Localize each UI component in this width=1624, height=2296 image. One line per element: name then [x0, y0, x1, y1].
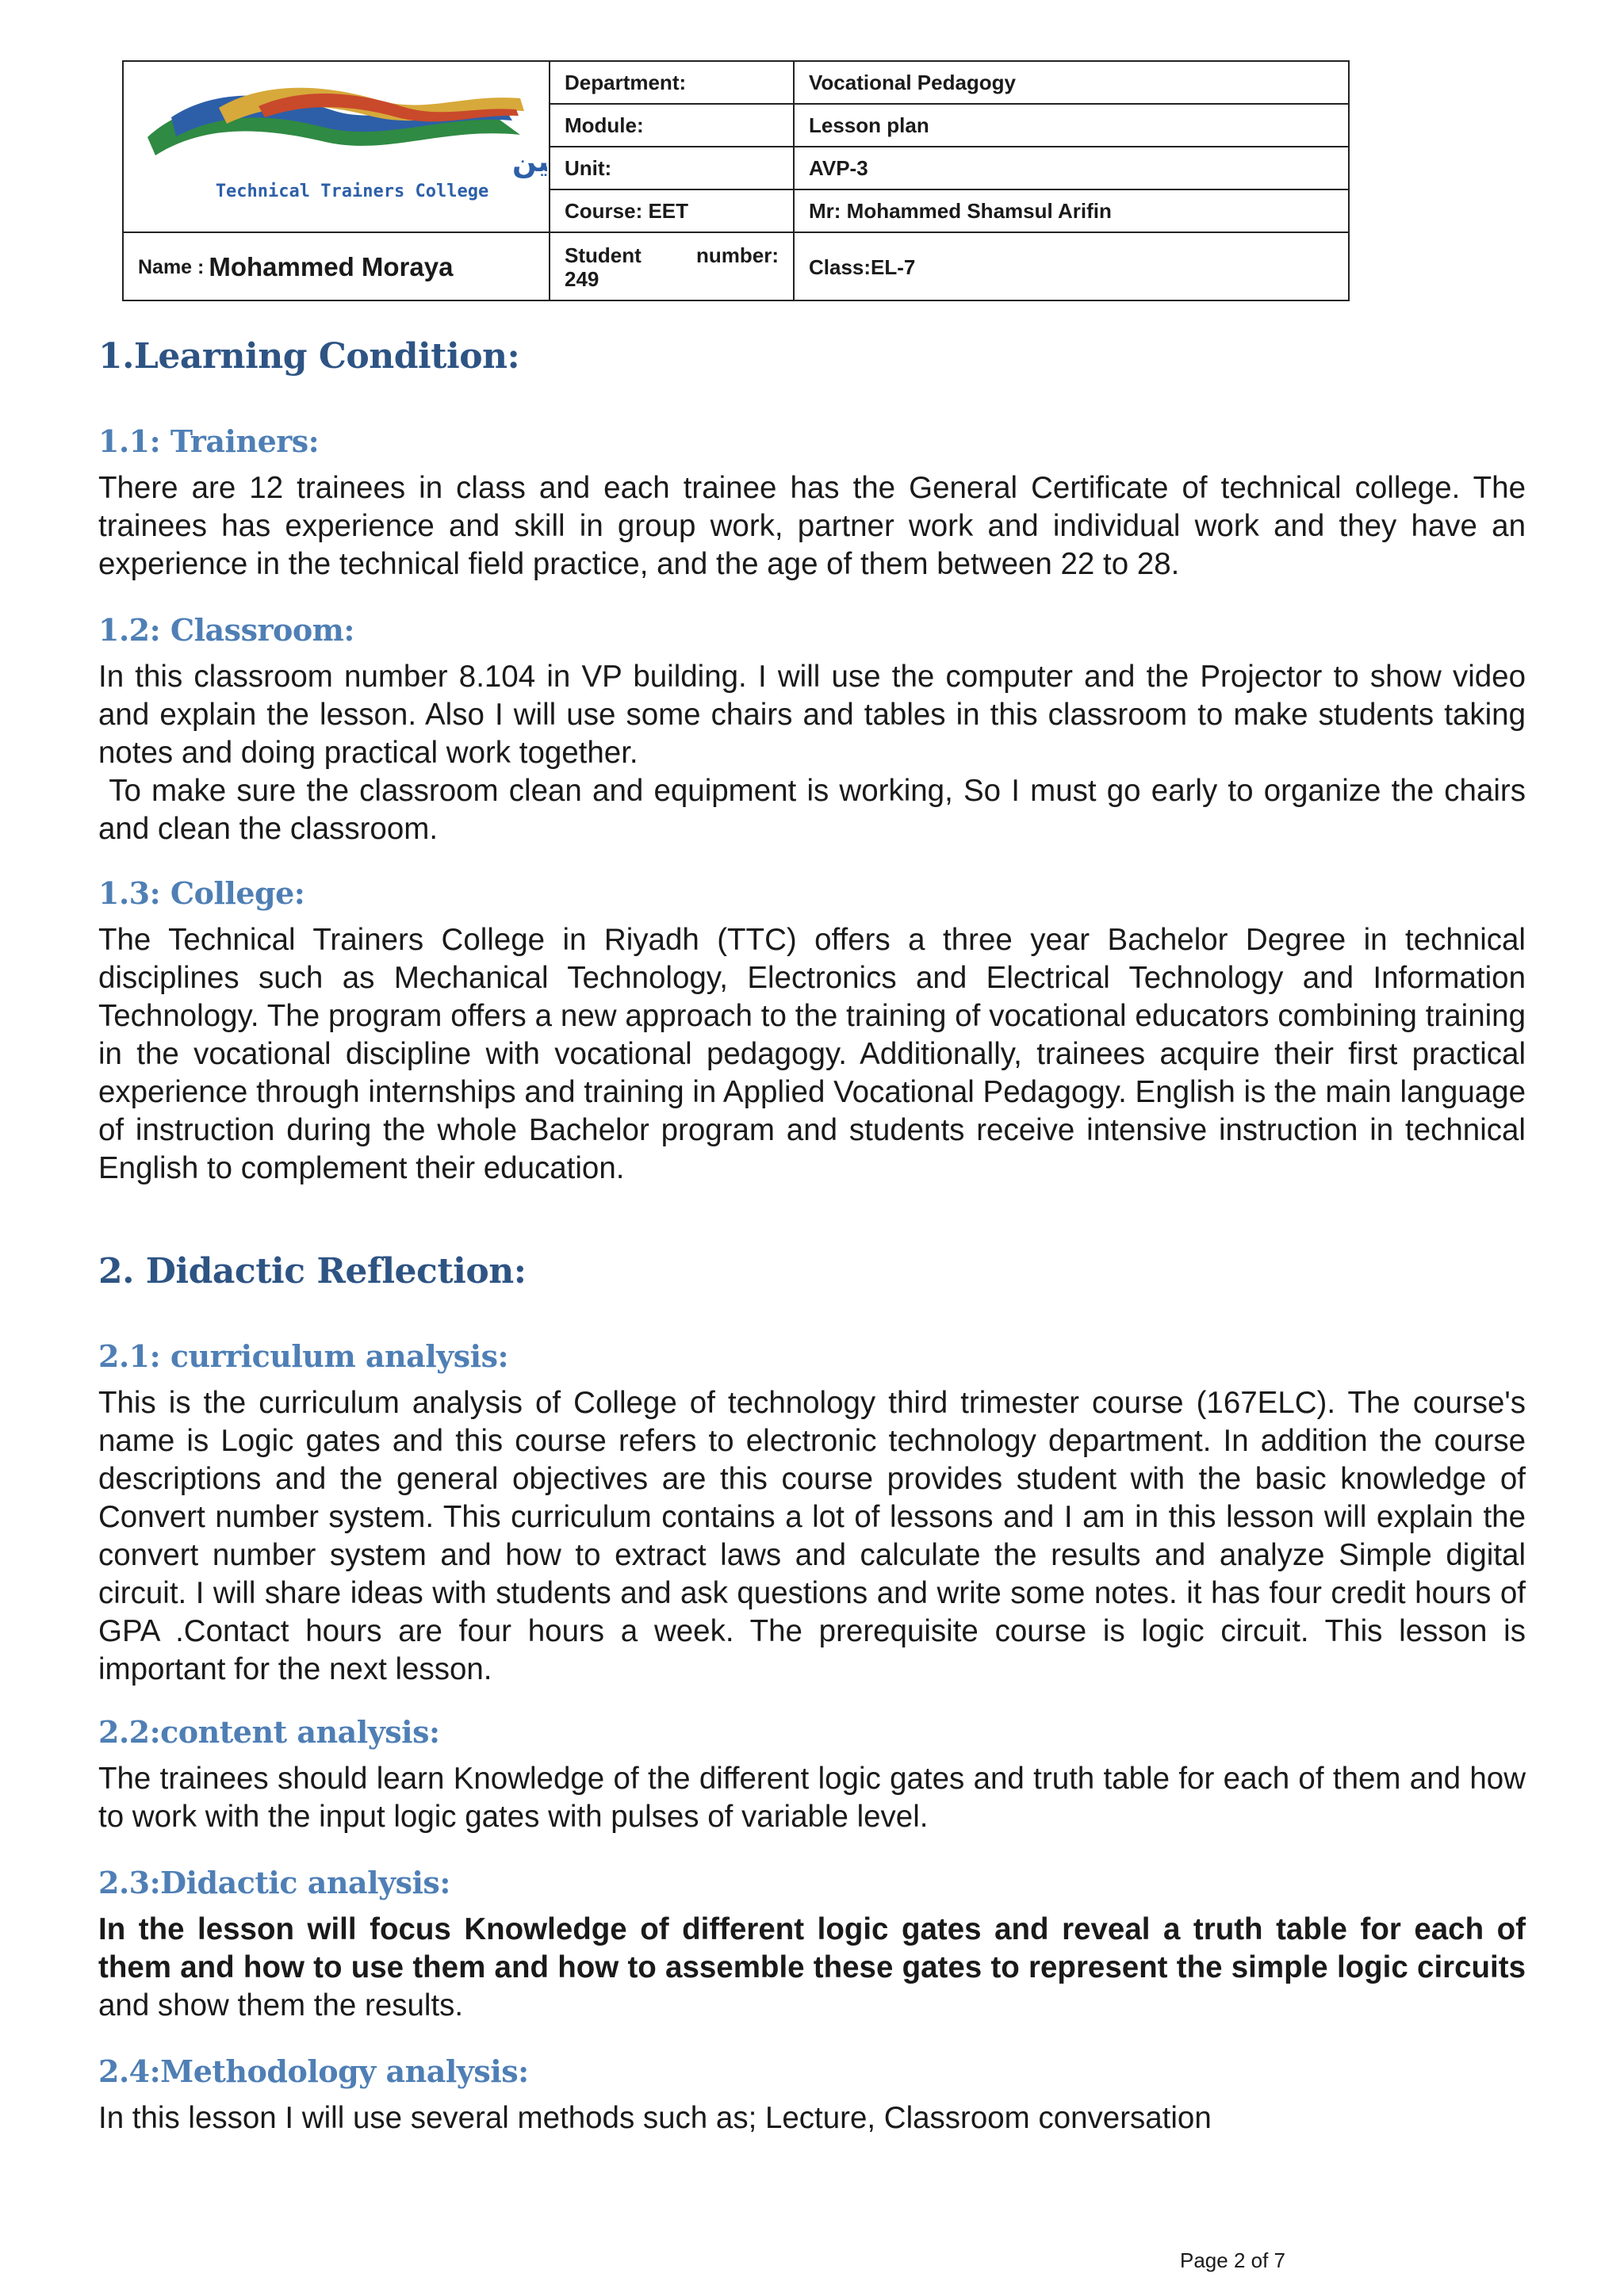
paragraph-curriculum-analysis: This is the curriculum analysis of College of technology third trimester course (167ELC). The course's name is Logic gates and this course refers to electronic technology department. In addition the course descriptions and the general objectives are this course provides student with the basic knowledge of Convert number system. This curriculum contains a lot of lessons and I am in this lesson will explain the convert number system and how to extract laws and calculate the results and analyze Simple digital circuit. I will share ideas with students and ask questions and write some notes. it has four credit hours of GPA .Contact hours are four hours a week. The prerequisite course is logic circuit. This lesson is important for the next lesson.	[98, 1386, 1526, 1686]
paragraph-content-analysis: The trainees should learn Knowledge of the different logic gates and truth table for each of them and how to work with the input logic gates with pulses of variable level.	[98, 1762, 1526, 1834]
paragraph-methodology-analysis: In this lesson I will use several methods such as; Lecture, Classroom conversation	[98, 2101, 1212, 2135]
paragraph-college: The Technical Trainers College in Riyadh (TTC) offers a three year Bachelor Degree in technical disciplines such as Mechanical Technology, Electronics and Electrical Technology and Information Technology. The program offers a new approach to the training of vocational educators combining training in the vocational discipline with vocational pedagogy. Additionally, trainees acquire their first practical experience through internships and training in Applied Vocational Pedagogy. English is the main language of instruction during the whole Bachelor program and students receive intensive instruction in technical English to complement their education.	[98, 923, 1526, 1185]
student-number-value: 249	[565, 267, 599, 291]
page-number: Page 2 of 7	[1180, 2248, 1285, 2272]
heading-curriculum-analysis: 2.1: curriculum analysis:	[98, 1338, 509, 1374]
paragraph-didactic-analysis	[98, 1911, 1526, 2025]
header-row-department	[550, 62, 1348, 105]
heading-content-analysis: 2.2:content analysis:	[98, 1714, 440, 1750]
heading-didactic-analysis: 2.3:Didactic analysis:	[98, 1865, 450, 1900]
student-number-cell	[550, 233, 795, 301]
college-logo-cell	[124, 62, 550, 233]
header-row-module	[550, 105, 1348, 147]
didactic-text-rest: and show them the results.	[98, 1988, 464, 2022]
paragraph-classroom-2: To make sure the classroom clean and equipment is working, So I must go early to organize the chairs and clean the classroom.	[98, 774, 1534, 846]
header-info-grid	[550, 62, 1348, 301]
department-label: Department:	[550, 62, 795, 103]
heading-college: 1.3: College:	[98, 875, 305, 911]
heading-learning-condition: 1.Learning Condition:	[98, 336, 520, 377]
class-value: Class:EL-7	[809, 254, 916, 279]
logo-english-text: Technical Trainers College	[215, 182, 489, 201]
name-value: Mohammed Moraya	[209, 252, 454, 281]
heading-didactic-reflection: 2. Didactic Reflection:	[98, 1251, 527, 1292]
heading-classroom: 1.2: Classroom:	[98, 612, 354, 648]
heading-methodology-analysis: 2.4:Methodology analysis:	[98, 2053, 529, 2089]
heading-trainers: 1.1: Trainers:	[98, 423, 320, 459]
number-label: number:	[696, 243, 779, 267]
header-row-student	[550, 233, 1348, 301]
student-label: Student	[565, 243, 642, 267]
header-row-course	[550, 190, 1348, 233]
paragraph-trainers: There are 12 trainees in class and each trainee has the General Certificate of technical college. The trainees has experience and skill in group work, partner work and individual work and they have an experience in the technical field practice, and the age of them between 22 to 28.	[98, 471, 1526, 581]
logo-arabic-text: ين	[512, 146, 547, 178]
didactic-text-bold: In the lesson will focus Knowledge of different logic gates and reveal a truth table for each of them and how to use them and how to assemble these gates to represent the simple logic circuits	[98, 1912, 1526, 1984]
department-value: Vocational Pedagogy	[809, 70, 1017, 94]
trainee-name-cell	[124, 233, 550, 301]
college-logo	[124, 62, 547, 230]
paragraph-classroom-1: In this classroom number 8.104 in VP building. I will use the computer and the Projector to show video and explain the lesson. Also I will use some chairs and tables in this classroom to make students taking notes and doing practical work together.	[98, 660, 1526, 770]
module-label: Module:	[550, 105, 795, 146]
unit-label: Unit:	[550, 147, 795, 189]
header-table	[122, 60, 1350, 301]
name-label: Name :	[138, 255, 205, 278]
course-label: Course: EET	[550, 190, 795, 232]
instructor-value: Mr: Mohammed Shamsul Arifin	[809, 198, 1112, 223]
header-row-unit	[550, 147, 1348, 190]
unit-value: AVP-3	[809, 155, 868, 180]
module-value: Lesson plan	[809, 113, 929, 137]
